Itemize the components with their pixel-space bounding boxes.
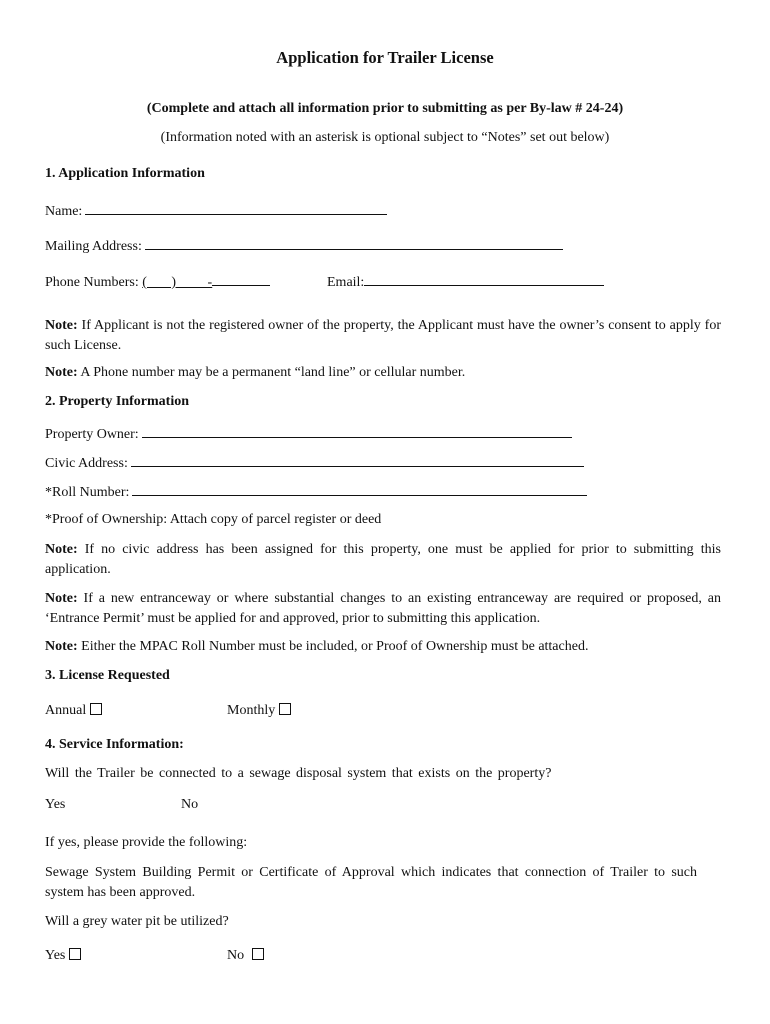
monthly-checkbox[interactable] <box>279 703 291 715</box>
property-owner-label: Property Owner: <box>45 427 139 442</box>
roll-number-row <box>45 483 587 500</box>
note-civic-address: Note: If no civic address has been assigned for this property, one must be applied for prior to submitting this application. <box>45 542 721 577</box>
civic-address-field[interactable] <box>131 454 584 467</box>
sewage-question: Will the Trailer be connected to a sewage disposal system that exists on the property? <box>45 766 552 781</box>
if-yes-instruction: If yes, please provide the following: <box>45 835 248 850</box>
property-owner-row <box>45 425 572 442</box>
subtitle-instructions: (Complete and attach all information prior to submitting as per By-law # 24-24) <box>146 101 624 116</box>
page-title: Application for Trailer License <box>276 48 494 67</box>
name-label: Name: <box>45 204 83 219</box>
note-mpac-roll: Note: Either the MPAC Roll Number must be included, or Proof of Ownership must be attached. <box>45 639 589 654</box>
section1-heading: 1. Application Information <box>45 166 205 181</box>
property-owner-field[interactable] <box>142 425 572 438</box>
email-field[interactable] <box>364 273 604 286</box>
grey-water-no-label: No <box>227 948 245 963</box>
note-phone-number: Note: A Phone number may be a permanent “land line” or cellular number. <box>45 365 466 380</box>
grey-water-no-option <box>227 948 264 963</box>
annual-option <box>45 703 102 718</box>
phone-field[interactable] <box>212 273 270 286</box>
civic-address-row <box>45 454 584 471</box>
grey-water-yes-option <box>45 948 81 963</box>
sewage-permit-text: Sewage System Building Permit or Certificate of Approval which indicates that connection of Trailer to such system has been approved. <box>45 865 697 900</box>
phone-format[interactable]: ( ) - <box>142 275 213 290</box>
annual-label: Annual <box>45 703 87 718</box>
grey-water-yes-checkbox[interactable] <box>69 948 81 960</box>
grey-water-no-checkbox[interactable] <box>252 948 264 960</box>
grey-water-yes-label: Yes <box>45 948 66 963</box>
section4-heading: 4. Service Information: <box>45 737 184 752</box>
roll-number-field[interactable] <box>132 483 587 496</box>
section3-heading: 3. License Requested <box>45 668 170 683</box>
email-label: Email: <box>327 275 365 290</box>
note-owner-consent: Note: If Applicant is not the registered owner of the property, the Applicant must have the owner’s consent to apply for such License. <box>45 318 721 353</box>
section2-heading: 2. Property Information <box>45 394 189 409</box>
annual-checkbox[interactable] <box>90 703 102 715</box>
note-entrance-permit: Note: If a new entranceway or where substantial changes to an existing entranceway are required or proposed, an ‘Entrance Permit’ must be applied for and approved, prior to submitting this application. <box>45 591 721 626</box>
subtitle-asterisk-note: (Information noted with an asterisk is optional subject to “Notes” set out below) <box>160 130 610 145</box>
mailing-row <box>45 237 563 254</box>
phone-label: Phone Numbers: <box>45 275 139 290</box>
mailing-address-label: Mailing Address: <box>45 239 142 254</box>
monthly-label: Monthly <box>227 703 276 718</box>
email-row <box>327 273 604 290</box>
name-row <box>45 202 387 219</box>
proof-of-ownership: *Proof of Ownership: Attach copy of parcel register or deed <box>45 512 382 527</box>
civic-address-label: Civic Address: <box>45 456 128 471</box>
sewage-yes-option[interactable]: Yes <box>45 797 66 812</box>
sewage-no-option[interactable]: No <box>181 797 199 812</box>
phone-row <box>45 273 270 290</box>
mailing-address-field[interactable] <box>145 237 563 250</box>
name-field[interactable] <box>85 202 387 215</box>
grey-water-question: Will a grey water pit be utilized? <box>45 914 229 929</box>
roll-number-label: *Roll Number: <box>45 485 130 500</box>
monthly-option <box>227 703 291 718</box>
